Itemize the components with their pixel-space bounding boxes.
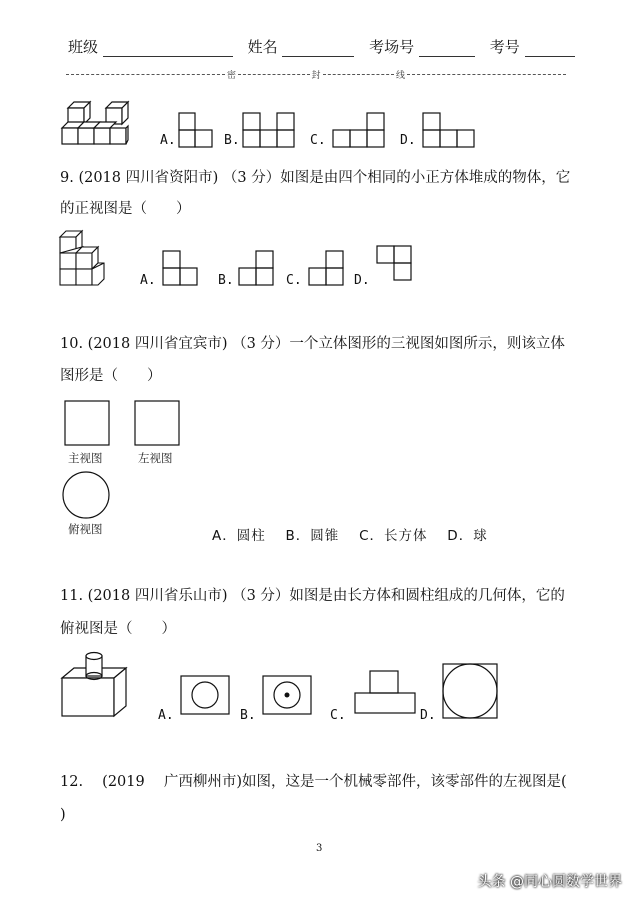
exam-header [68,36,575,57]
q9-option-a-figure [162,250,202,288]
q11-option-c[interactable]: C. [330,708,346,723]
watermark: 头条 @同心圆数学世界 [477,874,622,890]
q9-stem-line2: 的正视图是（ ） [60,201,191,217]
q8-option-c-figure [332,112,388,150]
seal-char-mi: 密 [226,70,236,81]
q10-front-view [64,400,110,446]
q10-stem-line1: 10. (2018 四川省宜宾市) （3 分）一个立体图形的三视图如图所示，则该立体 [60,336,565,352]
q8-option-b[interactable]: B. [224,133,240,148]
q11-option-a[interactable]: A. [158,708,174,723]
seal-char-xian: 线 [396,70,406,81]
name-field[interactable] [282,42,354,57]
class-field[interactable] [103,42,233,57]
q9-solid-figure [58,229,110,287]
q9-option-d-figure [376,245,416,285]
q10-top-view-label: 俯视图 [68,522,103,536]
q9-option-c[interactable]: C. [286,273,302,288]
q10-left-view [134,400,180,446]
q10-left-view-label: 左视图 [138,451,173,465]
page-number: 3 [316,843,323,854]
q10-answer-options[interactable]: A．圆柱 B．圆锥 C．长方体 D．球 [212,528,488,544]
q11-stem-line1: 11. (2018 四川省乐山市) （3 分）如图是由长方体和圆柱组成的几何体，它的 [60,588,565,604]
q11-option-b-figure [262,675,314,717]
q11-option-d[interactable]: D. [420,708,436,723]
q8-option-d[interactable]: D. [400,133,416,148]
q11-option-c-figure [354,670,418,716]
q11-stem-line2: 俯视图是（ ） [60,621,176,637]
seal-line [66,67,566,81]
q9-option-d[interactable]: D. [354,273,370,288]
id-label: 考号 [489,38,520,56]
name-label: 姓名 [247,38,278,56]
q8-option-c[interactable]: C. [310,133,326,148]
id-field[interactable] [525,42,575,57]
q9-option-b-figure [238,250,278,288]
room-field[interactable] [419,42,475,57]
q12-stem-line1: 12. (2019 广西柳州市)如图，这是一个机械零部件，该零部件的左视图是( [60,774,567,790]
q9-option-c-figure [308,250,348,288]
room-label: 考场号 [369,38,415,56]
q10-stem-line2: 图形是（ ） [60,368,162,384]
q9-option-b[interactable]: B. [218,273,234,288]
q8-option-b-figure [242,112,298,150]
q8-solid-figure [60,98,132,148]
q11-solid-figure [60,650,132,720]
q11-option-b[interactable]: B. [240,708,256,723]
q12-stem-line2: ) [60,807,66,823]
q8-option-a[interactable]: A. [160,133,176,148]
q9-option-a[interactable]: A. [140,273,156,288]
q9-stem-line1: 9. (2018 四川省资阳市) （3 分）如图是由四个相同的小正方体堆成的物体，它 [60,170,571,186]
q8-option-a-figure [178,112,218,150]
class-label: 班级 [68,38,99,56]
q11-option-d-figure [442,663,500,721]
q11-option-a-figure [180,675,232,717]
seal-char-feng: 封 [311,70,321,81]
q10-top-view [62,471,112,521]
q8-option-d-figure [422,112,478,150]
q10-front-view-label: 主视图 [68,451,103,465]
